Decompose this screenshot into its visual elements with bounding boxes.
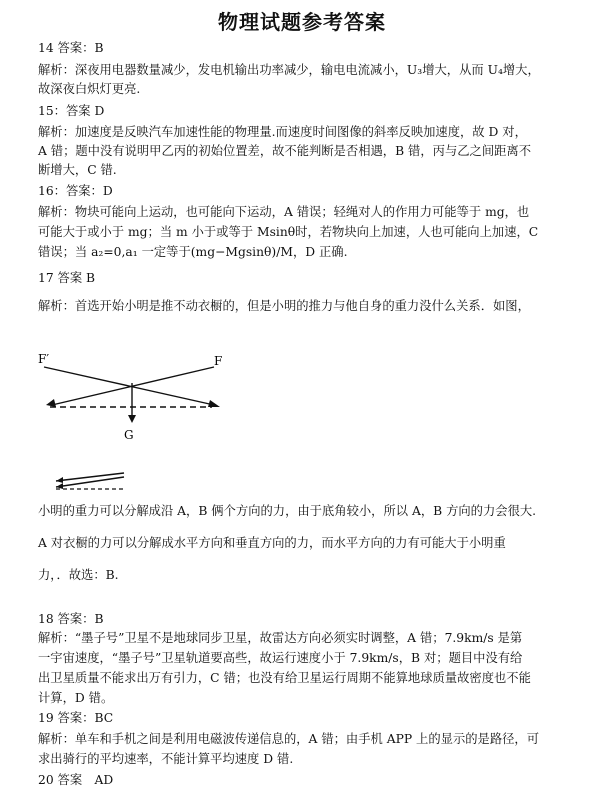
answer-15-text: 断增大，C 错. <box>38 163 117 177</box>
answer-18-heading: 18 答案：B <box>38 612 104 626</box>
answer-18-text: 计算，D 错。 <box>38 691 114 705</box>
answer-17-text: 小明的重力可以分解成沿 A，B 俩个方向的力，由于底角较小，所以 A，B 方向的力会很大. <box>38 504 537 518</box>
page-title: 物理试题参考答案 <box>218 10 386 34</box>
answer-15-text: A 错；题中没有说明甲乙丙的初始位置差，故不能判断是否相遇，B 错，丙与乙之间距离不 <box>38 144 532 158</box>
answer-18-text: 出卫星质量不能求出万有引力，C 错；也没有给卫星运行周期不能算地球质量故密度也不能 <box>38 671 531 685</box>
answer-17-heading: 17 答案 B <box>38 271 96 285</box>
answer-17-text: 力，．故选：B. <box>38 568 119 582</box>
answer-18-text: 解析：“墨子号”卫星不是地球同步卫星，故雷达方向必须实时调整，A 错；7.9km/s 是第 <box>38 631 523 645</box>
answer-19-heading: 19 答案：BC <box>38 711 114 725</box>
answer-19-text: 解析：单车和手机之间是利用电磁波传递信息的，A 错；由手机 APP 上的显示的是路径，可 <box>38 732 540 746</box>
label-f: F <box>214 354 223 368</box>
answer-14-heading: 14 答案：B <box>38 41 104 55</box>
answer-15-text: 解析：加速度是反映汽车加速性能的物理量.而速度时间图像的斜率反映加速度，故 D 对， <box>38 125 527 139</box>
force-diagram <box>38 345 238 445</box>
answer-16-text: 错误；当 a₂=0,a₁ 一定等于(mg−Mgsinθ)/M，D 正确. <box>38 245 348 259</box>
answer-16-text: 可能大于或小于 mg；当 m 小于或等于 Msinθ时，若物块向上加速，人也可能向上加速，C <box>38 225 539 239</box>
answer-20-heading: 20 答案 AD <box>38 773 114 787</box>
answer-14-text: 解析：深夜用电器数量减少，发电机输出功率减少，输电电流减小，U₃增大，从而 U₄增大， <box>38 63 540 77</box>
label-f-prime: F′ <box>38 352 50 366</box>
answer-16-text: 解析：物块可能向上运动，也可能向下运动，A 错误；轻绳对人的作用力可能等于 mg，也 <box>38 205 530 219</box>
small-force-diagram <box>52 465 132 493</box>
answer-19-text: 求出骑行的平均速率，不能计算平均速度 D 错. <box>38 752 294 766</box>
answer-14-text: 故深夜白炽灯更亮. <box>38 82 141 96</box>
answer-18-text: 一宇宙速度，“墨子号”卫星轨道要高些，故运行速度小于 7.9km/s，B 对；题目中没有给 <box>38 651 523 665</box>
answer-15-heading: 15：答案 D <box>38 104 105 118</box>
label-g: G <box>124 428 134 442</box>
answer-16-heading: 16：答案：D <box>38 184 113 198</box>
answer-17-text: A 对衣橱的力可以分解成水平方向和垂直方向的力，而水平方向的力有可能大于小明重 <box>38 536 506 550</box>
answer-17-text: 解析：首选开始小明是推不动衣橱的，但是小明的推力与他自身的重力没什么关系．如图， <box>38 299 530 313</box>
